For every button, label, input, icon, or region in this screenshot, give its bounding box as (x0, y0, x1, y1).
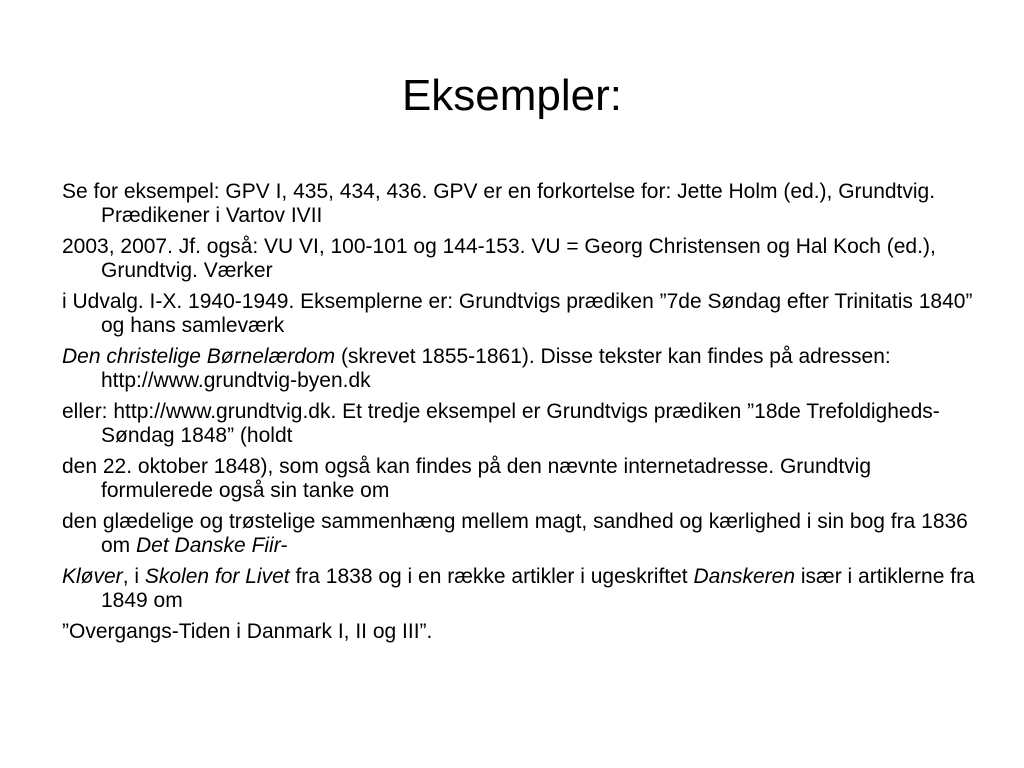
italic-book-title: Kløver (62, 565, 123, 588)
text-segment: 2003, 2007. Jf. også: VU VI, 100-101 og 144-153. VU = Georg Christensen og Hal Koch (ed.), Grundtvig. Værker (62, 235, 936, 282)
text-segment: , i (122, 565, 145, 588)
text-segment: (skrevet 1855-1861). Disse tekster kan findes på adressen: http://www.grundtvig-byen.dk (101, 345, 891, 392)
paragraph (62, 510, 982, 558)
paragraph (62, 345, 982, 393)
text-segment: især i artiklerne fra 1849 om (101, 565, 975, 612)
text-segment: i Udvalg. I-X. 1940-1949. Eksemplerne er: Grundtvigs prædiken ”7de Søndag efter Trinitatis 1840” og hans samleværk (62, 290, 973, 337)
italic-book-title: Den christelige Børnelærdom (62, 345, 336, 368)
slide-body (62, 180, 982, 651)
paragraph (62, 565, 982, 613)
text-segment: fra 1838 og i en række artikler i ugeskriftet (289, 565, 694, 588)
text-segment: eller: http://www.grundtvig.dk. Et tredje eksempel er Grundtvigs prædiken ”18de Trefoldigheds-Søndag 1848” (holdt (62, 400, 940, 447)
italic-book-title: Skolen for Livet (144, 565, 290, 588)
text-segment: den glædelige og trøstelige sammenhæng mellem magt, sandhed og kærlighed i sin bog fra 1836 om (62, 510, 968, 557)
italic-periodical-title: Danskeren (693, 565, 796, 588)
slide-title: Eksempler: (401, 71, 623, 120)
text-segment: ”Overgangs-Tiden i Danmark I, II og III”. (62, 620, 433, 643)
paragraph (62, 180, 982, 228)
paragraph (62, 455, 982, 503)
paragraph (62, 290, 982, 338)
italic-book-title: Det Danske Fiir- (136, 534, 288, 557)
text-segment: den 22. oktober 1848), som også kan findes på den nævnte internetadresse. Grundtvig formulerede også sin tanke om (62, 455, 872, 502)
paragraph (62, 620, 982, 644)
paragraph (62, 400, 982, 448)
paragraph (62, 235, 982, 283)
text-segment: Se for eksempel: GPV I, 435, 434, 436. GPV er en forkortelse for: Jette Holm (ed.), Grundtvig. Prædikener i Vartov IVII (62, 180, 936, 227)
